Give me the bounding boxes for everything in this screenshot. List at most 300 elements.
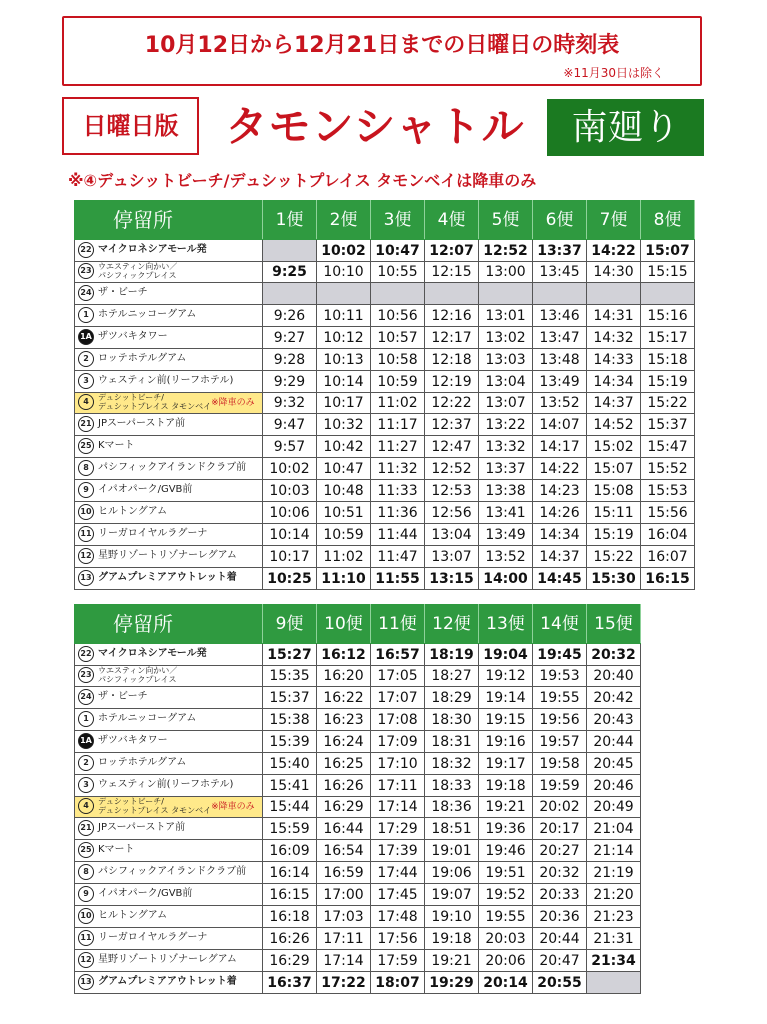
time-cell: 17:05 <box>371 666 425 687</box>
stop-name <box>75 568 263 590</box>
time-cell: 11:10 <box>317 568 371 590</box>
time-cell: 16:26 <box>263 928 317 950</box>
stop-label <box>98 393 211 411</box>
time-cell <box>263 240 317 262</box>
stop-name <box>75 884 263 906</box>
time-cell: 10:14 <box>263 524 317 546</box>
time-cell: 20:40 <box>587 666 641 687</box>
time-cell: 19:21 <box>479 797 533 818</box>
stop-label-line2: パシフィックプレイス <box>98 675 177 684</box>
time-cell: 12:52 <box>479 240 533 262</box>
table-row <box>75 262 695 283</box>
stop-name <box>75 775 263 797</box>
time-cell: 15:37 <box>263 687 317 709</box>
stop-label: パシフィックアイランドクラブ前 <box>98 462 247 473</box>
stop-number-icon: 3 <box>78 373 94 389</box>
time-cell: 16:12 <box>317 644 371 666</box>
time-cell: 15:22 <box>587 546 641 568</box>
time-cell: 19:07 <box>425 884 479 906</box>
stop-number-icon: 13 <box>78 570 94 586</box>
time-cell: 9:26 <box>263 305 317 327</box>
time-cell: 10:17 <box>263 546 317 568</box>
stop-label-line1: ウエスティン向かい／ <box>98 666 178 675</box>
table-row <box>75 349 695 371</box>
stop-number-icon: 22 <box>78 242 94 258</box>
time-cell: 16:54 <box>317 840 371 862</box>
table-row <box>75 568 695 590</box>
time-cell: 9:25 <box>263 262 317 283</box>
time-cell: 10:51 <box>317 502 371 524</box>
time-cell: 21:04 <box>587 818 641 840</box>
time-cell: 19:52 <box>479 884 533 906</box>
stop-name <box>75 327 263 349</box>
time-cell: 12:37 <box>425 414 479 436</box>
time-cell: 10:12 <box>317 327 371 349</box>
table-row <box>75 644 641 666</box>
stop-label: ロッテホテルグアム <box>98 353 187 364</box>
time-cell: 14:32 <box>587 327 641 349</box>
stop-name <box>75 972 263 994</box>
stop-label <box>98 666 177 684</box>
time-cell: 20:42 <box>587 687 641 709</box>
table-row <box>75 371 695 393</box>
stop-number-icon: 11 <box>78 526 94 542</box>
time-cell: 10:59 <box>317 524 371 546</box>
time-cell: 14:45 <box>533 568 587 590</box>
stop-label-line1: デュシットビーチ/ <box>98 393 164 402</box>
time-cell: 13:38 <box>479 480 533 502</box>
time-cell: 16:04 <box>641 524 695 546</box>
time-cell: 15:30 <box>587 568 641 590</box>
time-cell: 10:32 <box>317 414 371 436</box>
time-cell: 19:51 <box>479 862 533 884</box>
stop-label: ザ・ビーチ <box>98 287 148 298</box>
time-cell: 20:47 <box>533 950 587 972</box>
stop-label-line1: デュシットビーチ/ <box>98 797 164 806</box>
time-cell: 10:47 <box>371 240 425 262</box>
time-cell: 14:17 <box>533 436 587 458</box>
timetable-1 <box>74 200 695 590</box>
time-cell: 10:59 <box>371 371 425 393</box>
time-cell: 13:52 <box>479 546 533 568</box>
stop-name <box>75 818 263 840</box>
time-cell: 21:19 <box>587 862 641 884</box>
time-cell: 11:02 <box>371 393 425 414</box>
time-cell: 20:33 <box>533 884 587 906</box>
time-cell: 19:55 <box>533 687 587 709</box>
stop-label-line2: デュシットプレイス タモンベイ <box>98 402 212 411</box>
time-cell: 11:32 <box>371 458 425 480</box>
stop-label: JPスーパーストア前 <box>98 418 186 429</box>
time-cell: 14:37 <box>533 546 587 568</box>
time-cell: 13:49 <box>533 371 587 393</box>
time-cell: 12:15 <box>425 262 479 283</box>
run-header: 9便 <box>263 605 317 644</box>
run-header: 14便 <box>533 605 587 644</box>
time-cell: 17:00 <box>317 884 371 906</box>
run-header: 8便 <box>641 201 695 240</box>
time-cell: 16:29 <box>263 950 317 972</box>
time-cell: 17:08 <box>371 709 425 731</box>
stop-label: リーガロイヤルラグーナ <box>98 932 208 943</box>
stop-name <box>75 950 263 972</box>
shuttle-name: タモンシャトル <box>225 102 525 151</box>
time-cell: 15:18 <box>641 349 695 371</box>
table-row <box>75 797 641 818</box>
time-cell: 20:02 <box>533 797 587 818</box>
time-cell: 21:34 <box>587 950 641 972</box>
time-cell: 19:18 <box>479 775 533 797</box>
time-cell: 17:09 <box>371 731 425 753</box>
time-cell: 19:14 <box>479 687 533 709</box>
time-cell: 20:36 <box>533 906 587 928</box>
stop-number-icon: 9 <box>78 886 94 902</box>
time-cell: 21:23 <box>587 906 641 928</box>
time-cell: 16:57 <box>371 644 425 666</box>
time-cell: 15:53 <box>641 480 695 502</box>
stop-number-icon: 1A <box>78 329 94 345</box>
stop-number-icon: 10 <box>78 908 94 924</box>
time-cell: 11:47 <box>371 546 425 568</box>
time-cell: 15:40 <box>263 753 317 775</box>
time-cell: 18:07 <box>371 972 425 994</box>
time-cell: 19:56 <box>533 709 587 731</box>
table-row <box>75 950 641 972</box>
stop-number-icon: 21 <box>78 820 94 836</box>
stop-name <box>75 524 263 546</box>
table-row <box>75 731 641 753</box>
time-cell: 14:26 <box>533 502 587 524</box>
dropoff-only-label: ※降車のみ <box>211 398 255 408</box>
time-cell: 16:15 <box>641 568 695 590</box>
run-header: 11便 <box>371 605 425 644</box>
run-header: 1便 <box>263 201 317 240</box>
time-cell: 19:58 <box>533 753 587 775</box>
time-cell: 13:49 <box>479 524 533 546</box>
table-row <box>75 458 695 480</box>
time-cell: 19:06 <box>425 862 479 884</box>
time-cell: 10:58 <box>371 349 425 371</box>
time-cell: 11:02 <box>317 546 371 568</box>
time-cell: 14:37 <box>587 393 641 414</box>
stop-name <box>75 480 263 502</box>
stop-name <box>75 393 263 414</box>
stop-name <box>75 283 263 305</box>
time-cell: 16:44 <box>317 818 371 840</box>
time-cell: 15:15 <box>641 262 695 283</box>
table-row <box>75 775 641 797</box>
time-cell: 15:19 <box>641 371 695 393</box>
time-cell: 17:56 <box>371 928 425 950</box>
stop-name <box>75 546 263 568</box>
stop-label: ヒルトングアム <box>98 910 168 921</box>
stop-number-icon: 25 <box>78 842 94 858</box>
time-cell: 19:04 <box>479 644 533 666</box>
time-cell: 19:17 <box>479 753 533 775</box>
table-row <box>75 884 641 906</box>
stop-number-icon: 8 <box>78 460 94 476</box>
stop-label: ウェスティン前(リーフホテル) <box>98 779 234 790</box>
stop-label: ウェスティン前(リーフホテル) <box>98 375 234 386</box>
time-cell: 13:48 <box>533 349 587 371</box>
time-cell: 20:55 <box>533 972 587 994</box>
stop-label: ザ・ビーチ <box>98 691 148 702</box>
time-cell: 13:41 <box>479 502 533 524</box>
time-cell <box>425 283 479 305</box>
run-header: 10便 <box>317 605 371 644</box>
time-cell: 15:35 <box>263 666 317 687</box>
stop-name <box>75 928 263 950</box>
stop-number-icon: 1 <box>78 307 94 323</box>
stop-name <box>75 644 263 666</box>
time-cell: 15:11 <box>587 502 641 524</box>
time-cell: 19:29 <box>425 972 479 994</box>
time-cell: 18:51 <box>425 818 479 840</box>
time-cell <box>371 283 425 305</box>
time-cell: 13:04 <box>479 371 533 393</box>
time-cell <box>587 972 641 994</box>
time-cell <box>533 283 587 305</box>
time-cell: 13:00 <box>479 262 533 283</box>
run-header: 3便 <box>371 201 425 240</box>
table-row <box>75 972 641 994</box>
time-cell: 10:42 <box>317 436 371 458</box>
time-cell <box>587 283 641 305</box>
sunday-edition-badge: 日曜日版 <box>62 97 199 155</box>
time-cell: 14:33 <box>587 349 641 371</box>
time-cell: 20:32 <box>587 644 641 666</box>
time-cell: 14:34 <box>587 371 641 393</box>
stop-label: 星野リゾートリゾナーレグアム <box>98 954 237 965</box>
time-cell: 19:59 <box>533 775 587 797</box>
table-row <box>75 524 695 546</box>
stop-column-header: 停留所 <box>75 605 263 644</box>
stop-number-icon: 11 <box>78 930 94 946</box>
time-cell: 10:25 <box>263 568 317 590</box>
stop-number-icon: 25 <box>78 438 94 454</box>
stop-number-icon: 23 <box>78 667 94 683</box>
time-cell: 15:59 <box>263 818 317 840</box>
time-cell: 10:48 <box>317 480 371 502</box>
time-cell: 12:18 <box>425 349 479 371</box>
stop-number-icon: 10 <box>78 504 94 520</box>
stop-label: ホテルニッコーグアム <box>98 713 197 724</box>
time-cell: 15:07 <box>641 240 695 262</box>
stop-number-icon: 12 <box>78 548 94 564</box>
dropoff-notice: ※④デュシットビーチ/デュシットプレイス タモンベイは降車のみ <box>68 171 537 190</box>
time-cell: 13:46 <box>533 305 587 327</box>
stop-label <box>98 797 211 815</box>
route-badge: 南廻り <box>547 99 704 156</box>
stop-number-icon: 22 <box>78 646 94 662</box>
time-cell: 20:14 <box>479 972 533 994</box>
time-cell: 13:02 <box>479 327 533 349</box>
time-cell: 19:57 <box>533 731 587 753</box>
time-cell: 20:06 <box>479 950 533 972</box>
table-row <box>75 709 641 731</box>
table-row <box>75 840 641 862</box>
time-cell: 20:46 <box>587 775 641 797</box>
time-cell: 11:27 <box>371 436 425 458</box>
time-cell: 13:52 <box>533 393 587 414</box>
time-cell: 19:18 <box>425 928 479 950</box>
title-box <box>62 16 702 86</box>
time-cell <box>263 283 317 305</box>
table-row <box>75 393 695 414</box>
table-row <box>75 305 695 327</box>
schedule-title: 10月12日から12月21日までの日曜日の時刻表 <box>144 33 620 58</box>
table-row <box>75 480 695 502</box>
time-cell: 15:44 <box>263 797 317 818</box>
time-cell: 16:37 <box>263 972 317 994</box>
stop-name <box>75 731 263 753</box>
table-row <box>75 818 641 840</box>
time-cell: 15:17 <box>641 327 695 349</box>
time-cell: 19:01 <box>425 840 479 862</box>
run-header: 7便 <box>587 201 641 240</box>
time-cell: 9:47 <box>263 414 317 436</box>
stop-number-icon: 3 <box>78 777 94 793</box>
time-cell: 10:13 <box>317 349 371 371</box>
time-cell: 13:04 <box>425 524 479 546</box>
time-cell: 17:14 <box>317 950 371 972</box>
stop-label: グアムプレミアアウトレット着 <box>98 572 237 583</box>
time-cell: 16:25 <box>317 753 371 775</box>
stop-label: ザツバキタワー <box>98 331 168 342</box>
time-cell: 11:44 <box>371 524 425 546</box>
time-cell: 18:19 <box>425 644 479 666</box>
stop-name <box>75 436 263 458</box>
time-cell: 16:24 <box>317 731 371 753</box>
stop-label: ロッテホテルグアム <box>98 757 187 768</box>
stop-name <box>75 349 263 371</box>
time-cell: 21:31 <box>587 928 641 950</box>
stop-label <box>98 262 177 280</box>
time-cell: 15:07 <box>587 458 641 480</box>
time-cell: 17:29 <box>371 818 425 840</box>
time-cell <box>479 283 533 305</box>
time-cell: 20:27 <box>533 840 587 862</box>
stop-number-icon: 4 <box>78 394 94 410</box>
stop-number-icon: 23 <box>78 263 94 279</box>
stop-name <box>75 458 263 480</box>
time-cell: 10:17 <box>317 393 371 414</box>
time-cell: 10:02 <box>317 240 371 262</box>
stop-label: イパオパーク/GVB前 <box>98 888 193 899</box>
stop-name <box>75 305 263 327</box>
stop-number-icon: 1A <box>78 733 94 749</box>
time-cell: 17:45 <box>371 884 425 906</box>
time-cell <box>317 283 371 305</box>
time-cell: 12:56 <box>425 502 479 524</box>
stop-name <box>75 240 263 262</box>
stop-name <box>75 753 263 775</box>
time-cell: 16:23 <box>317 709 371 731</box>
time-cell: 18:32 <box>425 753 479 775</box>
stop-name <box>75 840 263 862</box>
time-cell: 17:14 <box>371 797 425 818</box>
time-cell: 13:22 <box>479 414 533 436</box>
stop-number-icon: 12 <box>78 952 94 968</box>
time-cell: 13:07 <box>425 546 479 568</box>
time-cell: 15:52 <box>641 458 695 480</box>
stop-number-icon: 24 <box>78 689 94 705</box>
time-cell: 10:03 <box>263 480 317 502</box>
time-cell: 12:16 <box>425 305 479 327</box>
time-cell: 17:11 <box>317 928 371 950</box>
time-cell: 16:15 <box>263 884 317 906</box>
time-cell: 17:03 <box>317 906 371 928</box>
time-cell: 10:10 <box>317 262 371 283</box>
time-cell: 19:21 <box>425 950 479 972</box>
time-cell: 14:52 <box>587 414 641 436</box>
time-cell: 17:39 <box>371 840 425 862</box>
time-cell: 17:11 <box>371 775 425 797</box>
time-cell: 13:37 <box>533 240 587 262</box>
time-cell: 10:56 <box>371 305 425 327</box>
time-cell: 14:00 <box>479 568 533 590</box>
time-cell: 10:02 <box>263 458 317 480</box>
time-cell: 14:23 <box>533 480 587 502</box>
table-row <box>75 240 695 262</box>
stop-label-line2: デュシットプレイス タモンベイ <box>98 806 212 815</box>
stop-label: マイクロネシアモール発 <box>98 648 207 659</box>
time-cell: 19:16 <box>479 731 533 753</box>
stop-name <box>75 371 263 393</box>
table-row <box>75 327 695 349</box>
time-cell: 12:53 <box>425 480 479 502</box>
time-cell: 10:57 <box>371 327 425 349</box>
time-cell: 16:09 <box>263 840 317 862</box>
time-cell: 14:07 <box>533 414 587 436</box>
time-cell: 17:44 <box>371 862 425 884</box>
time-cell: 12:17 <box>425 327 479 349</box>
time-cell: 18:31 <box>425 731 479 753</box>
table-row <box>75 928 641 950</box>
table-row <box>75 436 695 458</box>
stop-label: マイクロネシアモール発 <box>98 244 207 255</box>
time-cell: 15:47 <box>641 436 695 458</box>
time-cell: 19:55 <box>479 906 533 928</box>
time-cell: 16:20 <box>317 666 371 687</box>
stop-name <box>75 906 263 928</box>
run-header: 12便 <box>425 605 479 644</box>
time-cell: 9:27 <box>263 327 317 349</box>
table-row <box>75 666 641 687</box>
time-cell: 15:16 <box>641 305 695 327</box>
time-cell: 14:22 <box>533 458 587 480</box>
table-row <box>75 546 695 568</box>
time-cell: 19:36 <box>479 818 533 840</box>
stop-name <box>75 262 263 283</box>
time-cell: 17:22 <box>317 972 371 994</box>
time-cell: 13:01 <box>479 305 533 327</box>
time-cell: 9:28 <box>263 349 317 371</box>
time-cell: 16:07 <box>641 546 695 568</box>
time-cell: 11:33 <box>371 480 425 502</box>
table-row <box>75 502 695 524</box>
time-cell: 16:18 <box>263 906 317 928</box>
time-cell: 13:15 <box>425 568 479 590</box>
time-cell: 12:47 <box>425 436 479 458</box>
stop-label-line1: ウエスティン向かい／ <box>98 262 178 271</box>
stop-name <box>75 862 263 884</box>
stop-label: JPスーパーストア前 <box>98 822 186 833</box>
time-cell: 15:02 <box>587 436 641 458</box>
stop-name <box>75 797 263 818</box>
table-row <box>75 906 641 928</box>
stop-label: Kマート <box>98 440 135 451</box>
